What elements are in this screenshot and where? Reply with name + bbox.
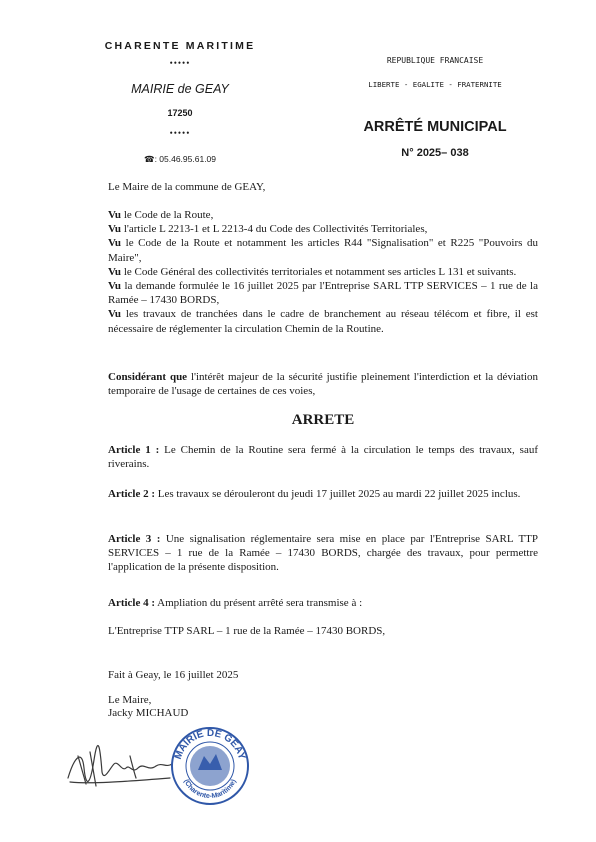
signatory-block bbox=[108, 694, 538, 720]
visa-item: Vu la demande formulée le 16 juillet 2025 par l'Entreprise SARL TTP SERVICES – 1 rue de la Ramée – 17430 BORDS, bbox=[108, 280, 538, 307]
done-at-line: Fait à Geay, le 16 juillet 2025 bbox=[108, 669, 239, 681]
visas-list bbox=[108, 208, 538, 336]
stamp-top-text: MAIRIE DE GEAY bbox=[172, 727, 248, 761]
handwritten-signature bbox=[60, 738, 180, 798]
signatory-name: Jacky MICHAUD bbox=[108, 707, 189, 719]
visa-item: Vu les travaux de tranchées dans le cadre de branchement au réseau télécom et fibre, il est nécessaire de réglementer la circulation Chemin de la Routine. bbox=[108, 308, 538, 335]
phone-line bbox=[60, 154, 300, 165]
article-3: Article 3 : Une signalisation réglementaire sera mise en place par l'Entreprise SARL TTP SERVICES – 1 rue de la Ramée – 17430 BORDS, chargée des travaux, pour permettre l'application de la présente disposition. bbox=[108, 533, 538, 574]
recipient-line: L'Entreprise TTP SARL – 1 rue de la Ramée – 17430 BORDS, bbox=[108, 625, 386, 637]
separator-dots: ••••• bbox=[169, 128, 191, 138]
article-2: Article 2 : Les travaux se dérouleront du jeudi 17 juillet 2025 au mardi 22 juillet 2025 inclus. bbox=[108, 488, 521, 500]
document-title: ARRÊTÉ MUNICIPAL bbox=[363, 119, 507, 135]
visa-item: Vu l'article L 2213-1 et L 2213-4 du Code des Collectivités Territoriales, bbox=[108, 223, 428, 236]
intro-line: Le Maire de la commune de GEAY, bbox=[108, 181, 266, 193]
article-4: Article 4 : Ampliation du présent arrêté sera transmise à : bbox=[108, 597, 363, 609]
article-1: Article 1 : Le Chemin de la Routine sera fermé à la circulation le temps des travaux, sauf riverains. bbox=[108, 444, 538, 471]
visa-item: Vu le Code Général des collectivités territoriales et notamment ses articles L 131 et suivants. bbox=[108, 265, 517, 278]
department-name: CHARENTE MARITIME bbox=[104, 40, 256, 52]
phone-icon: ☎ bbox=[143, 154, 155, 164]
arrete-heading: ARRETE bbox=[291, 412, 355, 428]
national-motto: LIBERTE - EGALITE - FRATERNITE bbox=[368, 80, 502, 89]
considerant-paragraph: Considérant que l'intérêt majeur de la sécurité justifie pleinement l'interdiction et la déviation temporaire de l'usage de certaines de ces voies, bbox=[108, 371, 538, 398]
phone-number: : 05.46.95.61.09 bbox=[154, 154, 217, 164]
signatory-title: Le Maire, bbox=[108, 694, 152, 706]
republic-label: REPUBLIQUE FRANCAISE bbox=[386, 56, 484, 65]
separator-dots: ••••• bbox=[169, 58, 191, 68]
mairie-name: MAIRIE de GEAY bbox=[131, 82, 229, 96]
mairie-stamp bbox=[170, 726, 250, 806]
document-number: N° 2025– 038 bbox=[401, 147, 469, 159]
stamp-bottom-text: (Charente-Maritime) bbox=[182, 778, 238, 801]
visa-item: Vu le Code de la Route, bbox=[108, 209, 214, 221]
postal-code: 17250 bbox=[167, 108, 193, 118]
visa-item: Vu le Code de la Route et notamment les articles R44 "Signalisation" et R225 "Pouvoirs du Maire", bbox=[108, 237, 538, 264]
